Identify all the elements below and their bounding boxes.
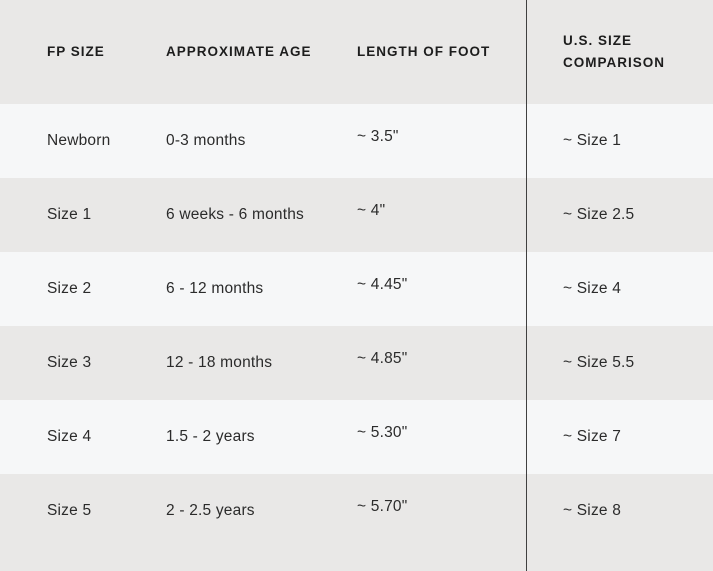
- column-header-length-of-foot: LENGTH OF FOOT: [357, 44, 491, 60]
- fp-size-value: Size 4: [47, 427, 92, 445]
- us-size-value: ~ Size 2.5: [563, 205, 635, 223]
- foot-length-value: ~ 4.85": [357, 349, 408, 367]
- foot-length-value: ~ 3.5": [357, 127, 399, 145]
- table-row-size-1: [0, 178, 713, 252]
- column-header-approximate-age: APPROXIMATE AGE: [166, 44, 312, 60]
- us-size-value: ~ Size 1: [563, 131, 622, 149]
- bottom-filler: [0, 548, 713, 571]
- age-value: 1.5 - 2 years: [166, 427, 255, 445]
- fp-size-value: Size 3: [47, 353, 92, 371]
- fp-size-value: Size 1: [47, 205, 92, 223]
- table-row-size-4: [0, 400, 713, 474]
- table-row-size-2: [0, 252, 713, 326]
- fp-size-value: Size 5: [47, 501, 92, 519]
- column-divider-line: [526, 0, 527, 571]
- foot-length-value: ~ 5.70": [357, 497, 408, 515]
- table-row-newborn: [0, 104, 713, 178]
- foot-length-value: ~ 5.30": [357, 423, 408, 441]
- us-size-value: ~ Size 4: [563, 279, 622, 297]
- table-row-size-5: [0, 474, 713, 548]
- foot-length-value: ~ 4.45": [357, 275, 408, 293]
- table-header-row: [0, 0, 713, 104]
- age-value: 0-3 months: [166, 131, 246, 149]
- column-header-fp-size: FP SIZE: [47, 44, 105, 60]
- column-header-us-size-comparison: U.S. SIZE COMPARISON: [563, 33, 666, 70]
- age-value: 6 - 12 months: [166, 279, 264, 297]
- age-value: 12 - 18 months: [166, 353, 273, 371]
- age-value: 2 - 2.5 years: [166, 501, 255, 519]
- fp-size-value: Size 2: [47, 279, 92, 297]
- us-size-value: ~ Size 7: [563, 427, 622, 445]
- age-value: 6 weeks - 6 months: [166, 205, 304, 223]
- foot-length-value: ~ 4": [357, 201, 386, 219]
- us-size-value: ~ Size 5.5: [563, 353, 635, 371]
- us-size-value: ~ Size 8: [563, 501, 622, 519]
- fp-size-value: Newborn: [47, 131, 111, 149]
- table-row-size-3: [0, 326, 713, 400]
